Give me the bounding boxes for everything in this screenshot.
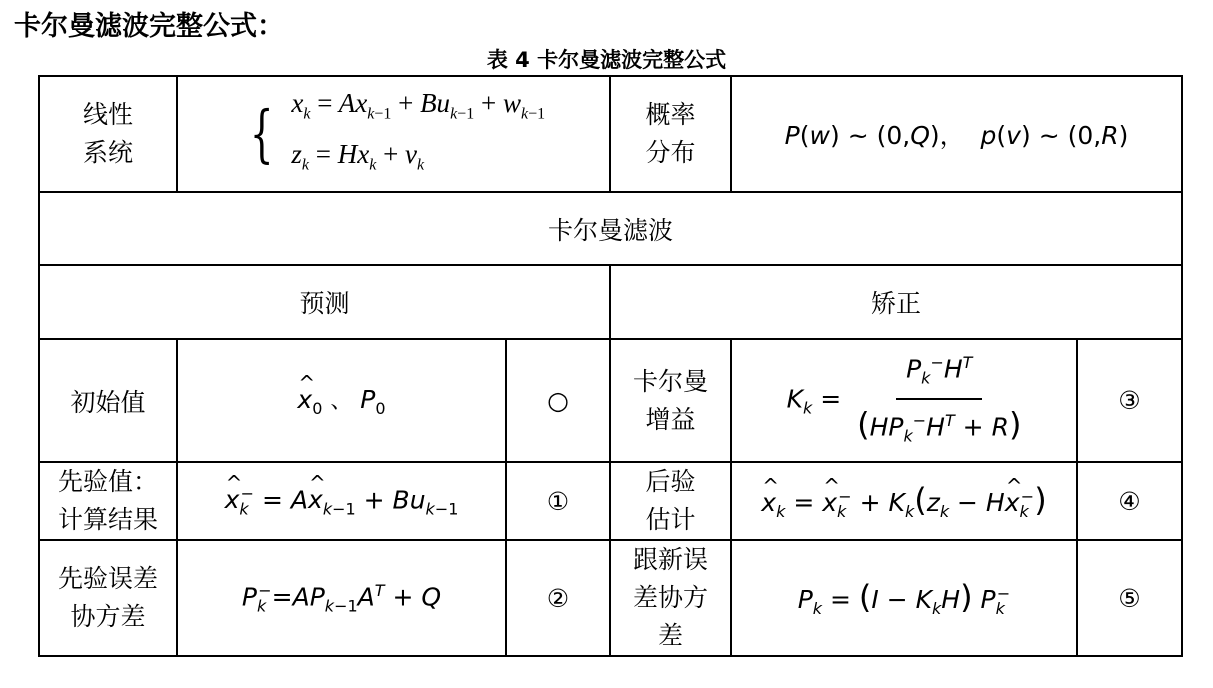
table-row	[39, 462, 1182, 540]
gain-mark: ③	[1077, 339, 1182, 462]
table-row	[39, 540, 1182, 656]
prior-mark: ①	[506, 462, 610, 540]
state-equation: $x_k = Ax_{k-1} + Bu_{k-1} + w_{k-1}$	[291, 87, 546, 122]
noise-distribution: P(w) ~ (0,Q)， p(v) ~ (0,R)	[731, 76, 1182, 192]
page-heading: 卡尔曼滤波完整公式：	[14, 11, 284, 42]
update-covariance-formula: $P_k = (I - K_kH)$ $P_k^-$	[731, 540, 1077, 656]
section-title: 卡尔曼滤波	[39, 192, 1182, 265]
initial-value-label: 初始值	[39, 339, 177, 462]
correct-header: 矫正	[610, 265, 1182, 339]
section-row	[39, 192, 1182, 265]
phase-row	[39, 265, 1182, 339]
probability-label: 概率 分布	[610, 76, 731, 192]
prior-state-formula: ^ $x_k^-$ = A^ $x_{k-1} + Bu_{k-1}$	[177, 462, 506, 540]
prior-value-label: 先验值： 计算结果	[39, 462, 177, 540]
initial-mark: ○	[506, 339, 610, 462]
system-equations: { $x_k = Ax_{k-1} + Bu_{k-1} + w_{k-1}$ $z_k = Hx_k + v_k$	[177, 76, 610, 192]
prior-covariance-formula: $P_k^-=AP_{k-1}A^T + Q$	[177, 540, 506, 656]
measurement-equation: $z_k = Hx_k + v_k$	[291, 139, 425, 174]
update-covariance-label: 跟新误 差协方 差	[610, 540, 731, 656]
system-label: 线性 系统	[39, 76, 177, 192]
update-covariance-mark: ⑤	[1077, 540, 1182, 656]
posterior-formula: ^ $x_k$ = ^ $x_k^- + K_k(z_k$ − H^ $x_k^-$)	[731, 462, 1077, 540]
table-row	[39, 339, 1182, 462]
initial-value-formula: ^ $x_0$ 、 $P_0$	[177, 339, 506, 462]
posterior-mark: ④	[1077, 462, 1182, 540]
system-row	[39, 76, 1182, 192]
kalman-filter-table	[38, 75, 1183, 657]
predict-header: 预测	[39, 265, 610, 339]
table-caption: 表 4 卡尔曼滤波完整公式	[486, 48, 727, 72]
kalman-gain-label: 卡尔曼 增益	[610, 339, 731, 462]
posterior-label: 后验 估计	[610, 462, 731, 540]
prior-covariance-mark: ②	[506, 540, 610, 656]
kalman-gain-formula: $K_k$ = $\frac{P_k^-H^T}{(HP_k^-H^T + R)}$	[731, 339, 1077, 462]
prior-covariance-label: 先验误差 协方差	[39, 540, 177, 656]
